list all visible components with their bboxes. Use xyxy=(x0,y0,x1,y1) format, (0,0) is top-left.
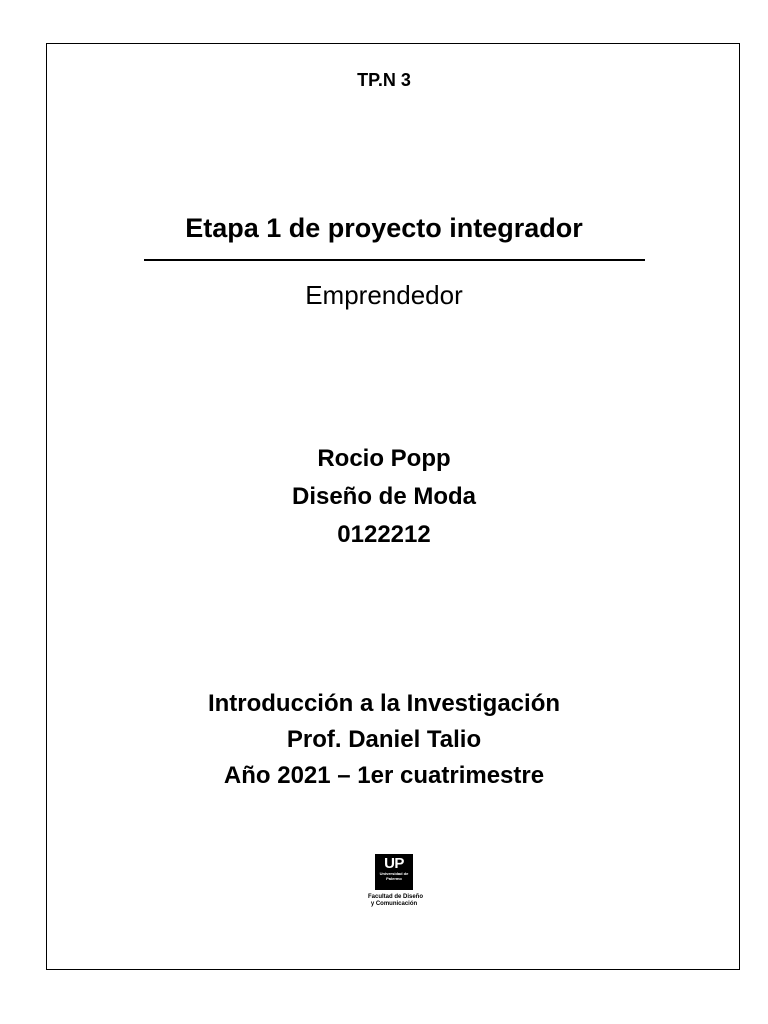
up-logo-icon xyxy=(375,854,413,890)
document-title: Etapa 1 de proyecto integrador xyxy=(185,213,583,243)
author-block xyxy=(0,440,768,554)
faculty-line-2: y Comunicación xyxy=(370,901,418,907)
author-career: Diseño de Moda xyxy=(291,483,477,510)
student-id: 0122212 xyxy=(337,521,431,548)
university-logo xyxy=(368,854,424,908)
faculty-line-1: Facultad de Diseño xyxy=(368,894,424,900)
author-name: Rocio Popp xyxy=(317,445,451,472)
logo-mark: UP xyxy=(384,855,404,872)
document-subtitle: Emprendedor xyxy=(305,280,463,310)
tp-number: TP.N 3 xyxy=(357,70,411,90)
course-block xyxy=(0,686,768,794)
course-period: Año 2021 – 1er cuatrimestre xyxy=(223,762,545,789)
course-subject: Introducción a la Investigación xyxy=(207,690,561,717)
course-professor: Prof. Daniel Talio xyxy=(286,726,482,753)
title-divider xyxy=(144,259,645,261)
logo-institution: Universidad de Palermo xyxy=(379,871,409,881)
logo-caption xyxy=(368,894,424,908)
